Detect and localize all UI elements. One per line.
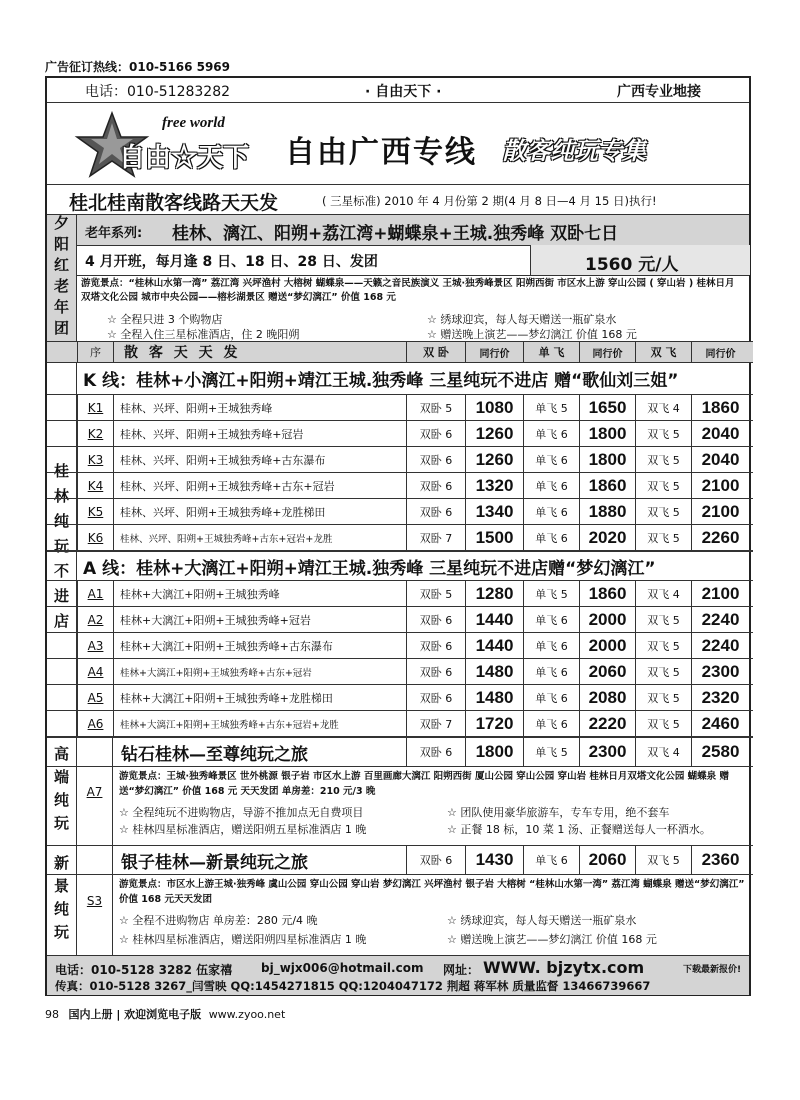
senior-price-cell	[530, 245, 750, 275]
cell-df: 单飞 5	[523, 581, 579, 606]
cell-sw: 双卧 5	[406, 581, 465, 606]
header-phone: 电话：010-51283282	[85, 84, 231, 100]
senior-spots: 游览景点：“桂林山水第一湾” 荔江湾 兴坪渔村 大榕树 蝴蝶泉——天籁之音民族演义 王城·独秀峰景区 阳朔西街 市区水上游 穿山公园 ( 穿山岩 ) 桂林日月双塔文化公园 城市中央公园——榕杉湖景区 赠送“梦幻漓江” 价值 168 元	[81, 278, 735, 303]
cell-df: 单飞 6	[523, 633, 579, 658]
cell-route: 桂林+大漓江+阳朔+王城独秀峰+古东+冠岩+龙胜	[113, 711, 406, 736]
banner-subtitle: 散客纯玩专集	[502, 137, 646, 165]
page-footer-text: 国内上册 | 欢迎浏览电子版	[68, 1008, 202, 1021]
cell-route: 桂林、兴坪、阳朔+王城独秀峰+古东+冠岩+龙胜	[113, 525, 406, 550]
cell-sw: 双卧 7	[406, 525, 465, 550]
table-row	[47, 711, 753, 737]
th-p2: 同行价	[579, 342, 635, 362]
a7-code-label: A7	[86, 784, 103, 799]
cell-p1: 1080	[465, 395, 523, 420]
th-p3: 同行价	[691, 342, 749, 362]
table-row	[47, 473, 753, 499]
senior-note-4: ☆ 赠送晚上演艺——梦幻漓江 价值 168 元	[427, 328, 637, 341]
cell-p1: 1340	[465, 499, 523, 524]
cell-sf: 双飞 5	[635, 659, 691, 684]
cell-route: 桂林、兴坪、阳朔+王城独秀峰+龙胜梯田	[113, 499, 406, 524]
cell-p2: 2000	[579, 607, 635, 632]
a7-p3: 2580	[691, 738, 749, 766]
senior-side	[47, 215, 77, 341]
cell-code[interactable]: K5	[77, 499, 113, 524]
cell-p3: 2040	[691, 447, 749, 472]
cell-sf: 双飞 5	[635, 607, 691, 632]
logo	[67, 109, 277, 179]
s3-title: 银子桂林—新景纯玩之旅	[121, 852, 308, 873]
cell-route: 桂林+大漓江+阳朔+王城独秀峰	[113, 581, 406, 606]
cell-p3: 2460	[691, 711, 749, 736]
a7-p1: 1800	[465, 738, 523, 766]
page-footer	[45, 1006, 285, 1022]
schedule-bracket: ( 三星标准) 2010 年 4 月份第 2 期(4 月 8 日—4 月 15 日)执行!	[322, 194, 657, 208]
cell-p3: 2320	[691, 685, 749, 710]
s3-p3: 2360	[691, 846, 749, 874]
cell-p2: 1650	[579, 395, 635, 420]
a7-title: 钻石桂林—至尊纯玩之旅	[121, 744, 308, 765]
banner	[47, 102, 749, 185]
s3-code-label: S3	[86, 894, 103, 908]
cell-p1: 1720	[465, 711, 523, 736]
a7-note-1: ☆ 全程纯玩不进购物店，导游不推加点无自费项目	[119, 806, 364, 819]
th-sw: 双 卧	[406, 342, 465, 362]
cell-p2: 2020	[579, 525, 635, 550]
s3-note-1: ☆ 全程不进购物店 单房差：280 元/4 晚	[119, 914, 318, 927]
cell-code[interactable]: A5	[77, 685, 113, 710]
cell-route: 桂林、兴坪、阳朔+王城独秀峰	[113, 395, 406, 420]
cell-p1: 1480	[465, 685, 523, 710]
cell-sw: 双卧 7	[406, 711, 465, 736]
a7-note-3: ☆ 桂林四星标准酒店，赠送阳朔五星标准酒店 1 晚	[119, 823, 367, 836]
cell-p2: 2060	[579, 659, 635, 684]
cell-p3: 2260	[691, 525, 749, 550]
cell-route: 桂林+大漓江+阳朔+王城独秀峰+冠岩	[113, 607, 406, 632]
cell-sf: 双飞 5	[635, 421, 691, 446]
senior-series-row	[77, 215, 749, 246]
table-row	[47, 499, 753, 525]
cell-df: 单飞 6	[523, 473, 579, 498]
cell-route: 桂林+大漓江+阳朔+王城独秀峰+龙胜梯田	[113, 685, 406, 710]
cell-code[interactable]: A4	[77, 659, 113, 684]
cell-df: 单飞 6	[523, 447, 579, 472]
logo-en: free world	[162, 115, 225, 131]
kline-title-row	[47, 363, 753, 395]
cell-sw: 双卧 6	[406, 633, 465, 658]
cell-p1: 1480	[465, 659, 523, 684]
a7-sw: 双卧 6	[406, 738, 465, 766]
cell-df: 单飞 6	[523, 685, 579, 710]
aline-title-row	[47, 551, 753, 581]
a7-spots: 游览景点：王城·独秀峰景区 世外桃源 银子岩 市区水上游 百里画廊大漓江 阳朔西街 厦山公园 穿山公园 穿山岩 桂林日月双塔文化公园 蝴蝶泉 赠送“梦幻漓江” 价值 168 元 天天发团 单房差：210 元/3 晚	[119, 771, 729, 797]
a7-side-label: 高端纯玩	[52, 745, 70, 838]
table-row	[47, 659, 753, 685]
cell-p1: 1260	[465, 447, 523, 472]
cell-p1: 1500	[465, 525, 523, 550]
cell-sw: 双卧 6	[406, 659, 465, 684]
cell-sf: 双飞 4	[635, 581, 691, 606]
senior-series-label: 老年系列:	[85, 226, 143, 241]
cell-code[interactable]: K4	[77, 473, 113, 498]
page-number: 98	[45, 1008, 59, 1021]
kline-title: K 线：桂林+小漓江+阳朔+靖江王城.独秀峰 三星纯玩不进店 赠“歌仙刘三姐”	[83, 371, 679, 391]
cell-code[interactable]: A1	[77, 581, 113, 606]
cell-code[interactable]: A2	[77, 607, 113, 632]
table-row	[47, 633, 753, 659]
cell-sw: 双卧 6	[406, 473, 465, 498]
cell-route: 桂林、兴坪、阳朔+王城独秀峰+古东瀑布	[113, 447, 406, 472]
banner-title: 自由广西专线	[285, 135, 477, 170]
schedule-line	[47, 184, 749, 215]
cell-df: 单飞 6	[523, 711, 579, 736]
cell-p3: 2240	[691, 633, 749, 658]
th-seq: 序	[77, 342, 113, 362]
cell-sw: 双卧 6	[406, 685, 465, 710]
a7-sf: 双飞 4	[635, 738, 691, 766]
cell-df: 单飞 6	[523, 525, 579, 550]
senior-note-2: ☆ 绣球迎宾，每人每天赠送一瓶矿泉水	[427, 313, 617, 326]
th-p1: 同行价	[465, 342, 523, 362]
kline-side-label: 桂林纯玩不进店	[52, 462, 70, 638]
cell-route: 桂林、兴坪、阳朔+王城独秀峰+冠岩	[113, 421, 406, 446]
footer-site-label: 网址：	[443, 963, 480, 977]
cell-df: 单飞 5	[523, 395, 579, 420]
table-row	[47, 395, 753, 421]
cell-df: 单飞 6	[523, 607, 579, 632]
footer-phone: 电话：010-5128 3282 伍家禧	[55, 963, 233, 977]
table-row	[47, 421, 753, 447]
header-center: · 自由天下 ·	[365, 84, 442, 100]
logo-cn: 自由☆天下	[119, 143, 250, 173]
s3-p1: 1430	[465, 846, 523, 874]
cell-code[interactable]: A3	[77, 633, 113, 658]
s3-note-2: ☆ 绣球迎宾，每人每天赠送一瓶矿泉水	[447, 914, 637, 927]
aline-title: A 线：桂林+大漓江+阳朔+靖江王城.独秀峰 三星纯玩不进店赠“梦幻漓江”	[83, 558, 656, 579]
header-right: 广西专业地接	[617, 84, 701, 100]
table-row	[47, 685, 753, 711]
cell-p2: 1860	[579, 473, 635, 498]
a7-note-4: ☆ 正餐 18 标，10 菜 1 汤、正餐赠送每人一杯酒水。	[447, 823, 711, 836]
cell-p2: 2000	[579, 633, 635, 658]
senior-series-title: 桂林、漓江、阳朔+荔江湾+蝴蝶泉+王城.独秀峰 双卧七日	[172, 224, 619, 244]
cell-p2: 1800	[579, 421, 635, 446]
th-sf: 双 飞	[635, 342, 691, 362]
footer-site[interactable]: WWW. bjzytx.com	[483, 958, 645, 977]
s3-price-row	[47, 845, 753, 875]
cell-p2: 2080	[579, 685, 635, 710]
cell-sf: 双飞 4	[635, 395, 691, 420]
cell-code[interactable]: K1	[77, 395, 113, 420]
cell-sf: 双飞 5	[635, 525, 691, 550]
cell-p1: 1320	[465, 473, 523, 498]
cell-p2: 2220	[579, 711, 635, 736]
cell-sw: 双卧 6	[406, 447, 465, 472]
th-df: 单 飞	[523, 342, 579, 362]
cell-df: 单飞 6	[523, 659, 579, 684]
cell-df: 单飞 6	[523, 499, 579, 524]
cell-p3: 1860	[691, 395, 749, 420]
s3-side-label: 新景纯玩	[52, 855, 70, 947]
footer-download: 下载最新报价!	[683, 965, 742, 975]
price-table	[47, 214, 749, 956]
ad-hotline: 广告征订热线：010-5166 5969	[45, 60, 231, 74]
cell-sw: 双卧 6	[406, 499, 465, 524]
schedule-main: 桂北桂南散客线路天天发	[69, 192, 279, 214]
senior-price: 1560 元/人	[585, 255, 679, 275]
s3-note-3: ☆ 桂林四星标准酒店，赠送阳朔四星标准酒店 1 晚	[119, 933, 367, 946]
cell-df: 单飞 6	[523, 421, 579, 446]
cell-code[interactable]: A6	[77, 711, 113, 736]
a7-price-row	[47, 737, 753, 767]
s3-df: 单飞 6	[523, 846, 579, 874]
cell-p3: 2300	[691, 659, 749, 684]
cell-p3: 2100	[691, 473, 749, 498]
senior-departure: 4 月开班，每月逢 8 日、18 日、28 日、发团	[85, 254, 378, 270]
cell-sf: 双飞 5	[635, 499, 691, 524]
cell-sf: 双飞 5	[635, 711, 691, 736]
cell-route: 桂林+大漓江+阳朔+王城独秀峰+古东瀑布	[113, 633, 406, 658]
table-row	[47, 525, 753, 551]
senior-departure-row	[77, 245, 749, 276]
cell-code[interactable]: K3	[77, 447, 113, 472]
contact-footer	[47, 955, 749, 995]
a7-note-2: ☆ 团队使用豪华旅游车，专车专用，绝不套车	[447, 806, 670, 819]
cell-p2: 1800	[579, 447, 635, 472]
s3-sw: 双卧 6	[406, 846, 465, 874]
cell-p2: 1860	[579, 581, 635, 606]
page-footer-url[interactable]: www.zyoo.net	[208, 1008, 286, 1021]
cell-sf: 双飞 5	[635, 447, 691, 472]
a7-p2: 2300	[579, 738, 635, 766]
s3-sf: 双飞 5	[635, 846, 691, 874]
s3-note-4: ☆ 赠送晚上演艺——梦幻漓江 价值 168 元	[447, 933, 657, 946]
table-row	[47, 447, 753, 473]
footer-fax: 传真：010-5128 3267_闫雪映 QQ:1454271815 QQ:1204047172 荆超 蒋军林 质量监督 13466739667	[55, 979, 651, 993]
cell-sf: 双飞 5	[635, 685, 691, 710]
cell-p1: 1260	[465, 421, 523, 446]
cell-p1: 1440	[465, 633, 523, 658]
cell-p1: 1280	[465, 581, 523, 606]
cell-route: 桂林、兴坪、阳朔+王城独秀峰+古东+冠岩	[113, 473, 406, 498]
footer-email[interactable]: bj_wjx006@hotmail.com	[261, 961, 424, 975]
a7-df: 单飞 5	[523, 738, 579, 766]
s3-p2: 2060	[579, 846, 635, 874]
cell-sw: 双卧 5	[406, 395, 465, 420]
table-row	[47, 581, 753, 607]
table-header	[47, 341, 753, 363]
senior-side-label: 夕阳红老年团	[52, 215, 70, 341]
cell-sf: 双飞 5	[635, 633, 691, 658]
cell-p3: 2100	[691, 499, 749, 524]
cell-p2: 1880	[579, 499, 635, 524]
table-row	[47, 607, 753, 633]
cell-sw: 双卧 6	[406, 607, 465, 632]
senior-note-3: ☆ 全程入住三星标准酒店，住 2 晚阳朔	[107, 328, 300, 341]
cell-p3: 2040	[691, 421, 749, 446]
cell-p3: 2240	[691, 607, 749, 632]
cell-sf: 双飞 5	[635, 473, 691, 498]
cell-sw: 双卧 6	[406, 421, 465, 446]
senior-note-1: ☆ 全程只进 3 个购物店	[107, 313, 223, 326]
th-route: 散 客 天 天 发	[113, 342, 406, 362]
cell-route: 桂林+大漓江+阳朔+王城独秀峰+古东+冠岩	[113, 659, 406, 684]
s3-spots: 游览景点：市区水上游王城·独秀峰 虞山公园 穿山公园 穿山岩 梦幻漓江 兴坪渔村 银子岩 大榕树 “桂林山水第一湾” 荔江湾 蝴蝶泉 赠送“梦幻漓江” 价值 168 元天天发团	[119, 879, 745, 905]
cell-code[interactable]: K2	[77, 421, 113, 446]
cell-p3: 2100	[691, 581, 749, 606]
cell-code[interactable]: K6	[77, 525, 113, 550]
cell-p1: 1440	[465, 607, 523, 632]
